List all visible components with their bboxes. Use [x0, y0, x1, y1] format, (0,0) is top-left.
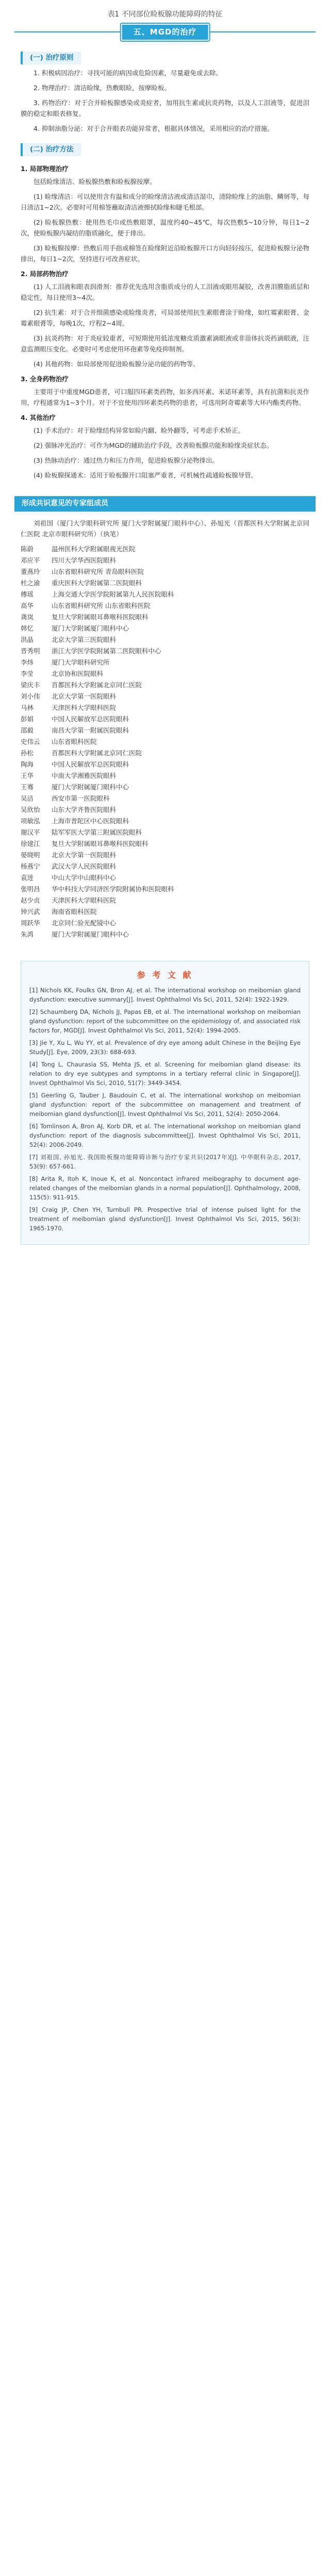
expert-row [21, 566, 309, 578]
expert-row [21, 634, 309, 646]
expert-name: 钟兴武 [21, 908, 40, 916]
expert-org: 厦门大学附属厦门眼科中心 [52, 624, 129, 632]
expert-row [21, 804, 309, 816]
paragraph: (1) 手术治疗：对于睑缘结构异常如睑内翻、睑外翻等，可考虑手术矫正。 [34, 427, 245, 434]
expert-row [21, 680, 309, 691]
expert-row [21, 623, 309, 634]
paragraph: (4) 其他药物：如局部使用促进睑板腺分泌功能的药物等。 [34, 360, 200, 368]
expert-name: 傅瑶 [21, 590, 34, 598]
expert-org: 厦门大学附属厦门眼科中心 [52, 783, 129, 791]
expert-row [21, 929, 309, 940]
expert-org: 首都医科大学附属北京同仁医院 [52, 749, 142, 757]
expert-org: 山东省眼科研究所 山东省眼科医院 [52, 602, 151, 609]
expert-name: 晋秀明 [21, 647, 40, 655]
expert-org: 中山大学中山眼科中心 [52, 874, 117, 882]
expert-name: 项敏泓 [21, 817, 40, 825]
reference-item: [7] 刘祖国, 孙旭光. 我国睑板腺功能障碍诊断与治疗专家共识(2017年)[J]. 中华眼科杂志, 2017, 53(9): 657-661. [29, 1154, 301, 1170]
expert-name: 邵毅 [21, 726, 34, 734]
expert-org: 山东省眼科研究所 青岛眼科医院 [52, 568, 144, 575]
expert-row [21, 600, 309, 612]
expert-org: 北京大学第一医院眼科 [52, 851, 117, 859]
expert-row [21, 725, 309, 736]
expert-org: 南昌大学第一附属医院眼科 [52, 726, 129, 734]
expert-banner [14, 496, 316, 512]
expert-name: 吴欣怡 [21, 806, 40, 814]
expert-org: 上海市普陀区中心医院眼科 [52, 817, 129, 825]
expert-row [21, 691, 309, 702]
paragraph: 主要用于中重度MGD患者，可口服四环素类药物，如多西环素、米诺环素等，具有抗菌和抗炎作用，疗程通常为1~3个月。对于不宜使用四环素类药物的患者，可选用阿奇霉素等大环内酯类药物。 [21, 388, 309, 406]
expert-name: 谢汉平 [21, 828, 40, 836]
expert-org: 天津医科大学眼科医院 [52, 704, 117, 711]
expert-name: 晏晓明 [21, 851, 40, 859]
expert-name: 高华 [21, 602, 34, 609]
expert-row [21, 589, 309, 600]
expert-row [21, 668, 309, 680]
expert-row [21, 884, 309, 895]
expert-name: 陈蔚 [21, 545, 34, 553]
expert-name: 史伟云 [21, 738, 40, 745]
expert-name: 袁进 [21, 874, 34, 882]
expert-org: 西安市第一医院眼科 [52, 794, 110, 802]
expert-org: 北京同仁验光配镜中心 [52, 919, 117, 927]
references-title: 参 考 文 献 [137, 970, 193, 980]
paragraph: (2) 睑板腺热敷：使用热毛巾或热敷眼罩，温度约40~45℃，每次热敷5~10分钟，每日1~2次，使睑板腺内凝结的脂质融化，便于排出。 [21, 218, 309, 237]
expert-intro: 刘祖国（厦门大学眼科研究所 厦门大学附属厦门眼科中心）、孙旭光（首都医科大学附属北京同仁医院 北京市眼科研究所）（执笔） [21, 519, 309, 538]
expert-name: 朱鸿 [21, 930, 34, 938]
expert-org: 首都医科大学附属北京同仁医院 [52, 681, 142, 689]
expert-row [21, 714, 309, 725]
expert-row [21, 657, 309, 668]
expert-row [21, 578, 309, 589]
expert-row [21, 827, 309, 838]
expert-name: 徐建江 [21, 840, 40, 848]
expert-org: 北京大学第一医院眼科 [52, 692, 117, 700]
expert-list [21, 544, 309, 940]
expert-org: 山东大学齐鲁医院眼科 [52, 806, 117, 814]
paragraph: 4. 抑制油脂分泌：对于合并眼表功能异常者，根据具体情况，采用相应的治疗措施。 [34, 125, 274, 132]
heading-other: 4. 其他治疗 [21, 414, 56, 421]
paragraph: (4) 睑板腺探通术：适用于睑板腺开口阻塞严重者，可机械性疏通睑板腺导管。 [34, 471, 258, 479]
expert-org: 北京大学第三医院眼科 [52, 636, 117, 643]
paragraph: (2) 抗生素：对于合并细菌感染或睑缘炎者，可局部使用抗生素眼膏涂于睑缘，如红霉素眼膏、金霉素眼膏等，每晚1次，疗程2~4周。 [21, 309, 309, 327]
expert-org: 浙江大学医学院附属第二医院眼科中心 [52, 647, 161, 655]
paragraph: (1) 人工泪液和眼表润滑剂：推荐优先选用含脂质成分的人工泪液或眼用凝胶，改善泪膜脂质层和稳定性，每日使用3~4次。 [21, 283, 309, 301]
expert-name: 洪晶 [21, 636, 34, 643]
expert-name: 刘小伟 [21, 692, 40, 700]
expert-name: 张明昌 [21, 885, 40, 893]
expert-row [21, 918, 309, 929]
expert-row [21, 544, 309, 555]
expert-org: 北京协和医院眼科 [52, 670, 104, 677]
paragraph: (2) 强脉冲光治疗：可作为MGD的辅助治疗手段，改善睑板腺功能和睑缘炎症状态。 [34, 442, 273, 449]
expert-row [21, 872, 309, 884]
reference-item: [6] Tomlinson A, Bron AJ, Korb DR, et al. The international workshop on meibomian gland dysfunction: report of the diagnosis subcommittee[J]. Invest Ophthalmol Vis Sci, 2011, 52(4): 2006-2049. [29, 1123, 301, 1148]
reference-item: [8] Arita R, Itoh K, Inoue K, et al. Noncontact infrared meibography to document age-related changes of the meibomian glands in a normal population[J]. Ophthalmology, 2008, 115(5): 911-915. [29, 1175, 301, 1201]
paragraph: (3) 热脉动治疗：通过热力和压力作用，促进睑板腺分泌物排出。 [34, 456, 219, 464]
expert-name: 李莹 [21, 670, 34, 677]
expert-name: 吴洁 [21, 794, 34, 802]
expert-org: 天津医科大学眼科医院 [52, 896, 117, 904]
expert-org: 中南大学湘雅医院眼科 [52, 772, 117, 779]
expert-org: 复旦大学附属眼耳鼻喉科医院眼科 [52, 613, 148, 621]
expert-org: 中国人民解放军总医院眼科 [52, 760, 129, 768]
expert-row [21, 612, 309, 623]
heading-methods: (二) 治疗方法 [21, 143, 81, 156]
expert-name: 孙松 [21, 749, 34, 757]
paragraph: 2. 物理治疗：清洁睑缘，热敷眼睑，按摩睑板。 [34, 84, 171, 92]
expert-row [21, 770, 309, 782]
expert-row [21, 736, 309, 748]
expert-org: 上海交通大学医学院附属第九人民医院眼科 [52, 590, 174, 598]
reference-item: [4] Tong L, Chaurasia SS, Mehta JS, et al. Screening for meibomian gland disease: its relation to dry eye subtypes and symptoms in a tertiary referral clinic in Singapore[J]. Invest Ophthalmol Vis Sci, 2010, 51(7): 3449-3454. [29, 1061, 301, 1087]
expert-row [21, 861, 309, 872]
expert-name: 邓应平 [21, 556, 40, 564]
expert-row [21, 646, 309, 657]
expert-org: 厦门大学附属厦门眼科中心 [52, 930, 129, 938]
expert-name: 杨燕宁 [21, 862, 40, 870]
expert-row [21, 793, 309, 804]
expert-name: 彭娟 [21, 715, 34, 723]
reference-item: [3] Jie Y, Xu L, Wu YY, et al. Prevalence of dry eye among adult Chinese in the Beijing Eye Study[J]. Eye, 2009, 23(3): 688-693. [29, 1039, 301, 1056]
expert-row [21, 702, 309, 714]
expert-banner-title: 形成共识意见的专家组成员 [22, 499, 108, 507]
expert-row [21, 895, 309, 906]
expert-row [21, 759, 309, 770]
expert-name: 韩忆 [21, 624, 34, 632]
paragraph: 包括睑缘清洁、睑板腺热敷和睑板腺按摩。 [34, 178, 156, 185]
expert-org: 复旦大学附属眼耳鼻喉科医院眼科 [52, 840, 148, 848]
expert-row [21, 816, 309, 827]
paragraph: 3. 药物治疗：对于合并睑板腺感染或炎症者，加用抗生素或抗炎药物，以及人工泪液等，促进泪膜的稳定和眼表修复。 [21, 99, 309, 117]
reference-item: [1] Nichols KK, Foulks GN, Bron AJ, et al. The international workshop on meibomian gland dysfunction: executive summary[J]. Invest Ophthalmol Vis Sci, 2011, 52(4): 1922-1929. [29, 987, 301, 1003]
expert-row [21, 782, 309, 793]
heading-principles: (一) 治疗原则 [21, 52, 81, 64]
expert-name: 梁庆丰 [21, 681, 40, 689]
expert-name: 赵少贞 [21, 896, 40, 904]
expert-org: 山东省眼科医院 [52, 738, 97, 745]
paragraph: (1) 睑缘清洁：可以使用含有温和成分的睑缘清洁液或清洁湿巾，清除睑缘上的油脂、鳞屑等，每日清洁1~2次。必要时可用棉签蘸取清洁液擦拭睑缘和睫毛根部。 [21, 193, 309, 211]
reference-item: [9] Craig JP, Chen YH, Turnbull PR. Prospective trial of intense pulsed light for the treatment of meibomian gland dysfunction[J]. Invest Ophthalmol Vis Sci, 2015, 56(3): 1965-1970. [29, 1206, 301, 1232]
expert-name: 董燕玲 [21, 568, 40, 575]
paragraph: 1. 积极病因治疗：寻找可能的病因或危险因素，尽量避免或去除。 [34, 69, 222, 77]
paragraph: (3) 睑板腺按摩：热敷后用手指或棉签在睑缘附近沿睑板腺开口方向轻轻按压，促进睑板腺分泌物排出，每日1~2次，坚持进行可改善症状。 [21, 244, 309, 263]
expert-name: 马林 [21, 704, 34, 711]
heading-systemic: 3. 全身药物治疗 [21, 375, 69, 383]
heading-topical: 2. 局部药物治疗 [21, 270, 69, 278]
expert-row [21, 850, 309, 861]
expert-org: 陆军军医大学第三附属医院眼科 [52, 828, 142, 836]
expert-name: 王华 [21, 772, 34, 779]
expert-org: 中国人民解放军总医院眼科 [52, 715, 129, 723]
expert-name: 王骞 [21, 783, 34, 791]
references-box [21, 961, 309, 1245]
expert-name: 李炜 [21, 658, 34, 666]
expert-name: 陶海 [21, 760, 34, 768]
expert-name: 杜之渝 [21, 579, 40, 587]
section-title: 五、MGD的治疗 [121, 24, 209, 41]
expert-row [21, 906, 309, 918]
treatment-content [0, 43, 330, 481]
expert-org: 武汉大学人民医院眼科 [52, 862, 117, 870]
top-title: 表1 不同部位睑板腺功能障碍的特征 [107, 10, 223, 19]
heading-physical: 1. 局部物理治疗 [21, 165, 69, 173]
expert-name: 龚岚 [21, 613, 34, 621]
expert-row [21, 555, 309, 566]
section-band [14, 21, 316, 43]
expert-org: 四川大学华西医院眼科 [52, 556, 117, 564]
expert-row [21, 838, 309, 850]
expert-name: 周跃华 [21, 919, 40, 927]
paragraph: (3) 抗炎药物：对于炎症较重者，可短期使用低浓度糖皮质激素滴眼液或非甾体抗炎药滴眼液，注意监测眼压变化。必要时可考虑使用环孢素等免疫抑制剂。 [21, 334, 309, 353]
expert-org: 温州医科大学附属眼视光医院 [52, 545, 136, 553]
reference-item: [2] Schaumberg DA, Nichols JJ, Papas EB, et al. The international workshop on meibomian gland dysfunction: report of the subcommittee on the epidemiology of, and associated risk factors for, MGD[J]. Invest Ophthalmol Vis Sci, 2011, 52(4): 1994-2005. [29, 1008, 301, 1034]
reference-item: [5] Geerling G, Tauber J, Baudouin C, et al. The international workshop on meibomian gland dysfunction: report of the subcommittee on management and treatment of meibomian gland dysfunction[J]. Invest Ophthalmol Vis Sci, 2011, 52(4): 2050-2064. [29, 1092, 301, 1117]
expert-org: 厦门大学眼科研究所 [52, 658, 110, 666]
expert-row [21, 748, 309, 759]
expert-org: 海南省眼科医院 [52, 908, 97, 916]
expert-org: 华中科技大学同济医学院附属协和医院眼科 [52, 885, 174, 893]
expert-org: 重庆医科大学附属第二医院眼科 [52, 579, 142, 587]
